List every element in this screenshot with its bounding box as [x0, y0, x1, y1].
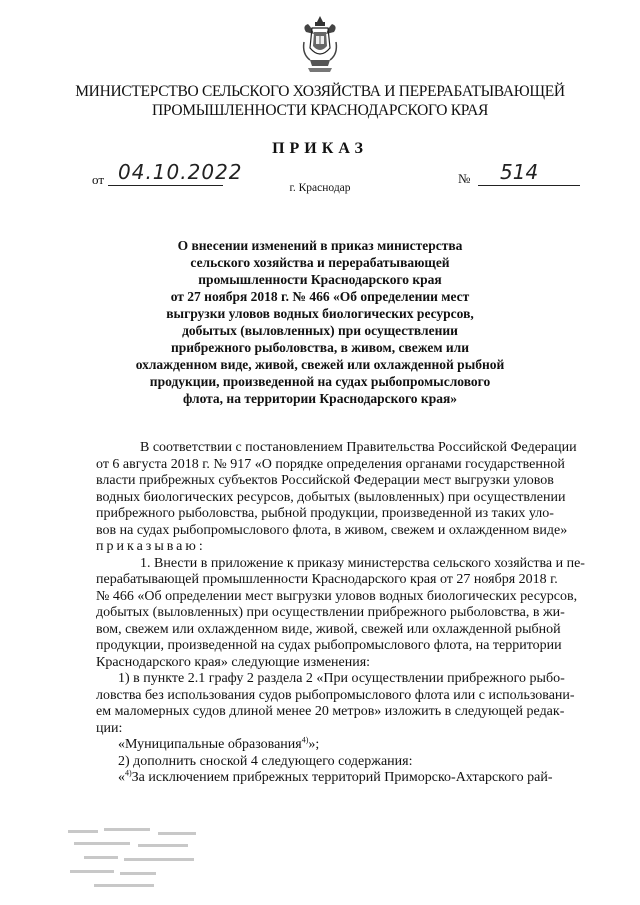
subject-line: выгрузки уловов водных биологических ресурсов,	[166, 306, 474, 321]
order-body	[96, 440, 596, 787]
subject-line: О внесении изменений в приказ министерства	[177, 238, 463, 253]
subject-line: сельского хозяйства и перерабатывающей	[190, 255, 450, 270]
preamble-line: от 6 августа 2018 г. № 917 «О порядке определения органами государственной	[96, 456, 565, 472]
subject-line: прибрежного рыболовства, в живом, свежем или	[170, 340, 470, 355]
item1-line: Краснодарского края» следующие изменения:	[96, 654, 371, 670]
footnote-line	[96, 770, 596, 787]
krasnodar-coat-of-arms-icon	[300, 14, 340, 74]
decree-word: приказываю:	[96, 539, 206, 554]
ministry-line: МИНИСТЕРСТВО СЕЛЬСКОГО ХОЗЯЙСТВА И ПЕРЕРАБАТЫВАЮЩЕЙ	[75, 83, 565, 100]
item1-line: 1. Внести в приложение к приказу министерства сельского хозяйства и пе-	[140, 555, 585, 571]
sub1-line: 1) в пункте 2.1 графу 2 раздела 2 «При осуществлении прибрежного рыбо-	[118, 671, 565, 686]
footnote-text: За исключением прибрежных территорий Приморско-Ахтарского рай-	[131, 770, 553, 785]
date-prefix: от	[92, 172, 105, 187]
order-title: ПРИКАЗ	[272, 140, 368, 157]
quote-end: »;	[308, 737, 320, 752]
footnote-superscript: 4)	[125, 768, 132, 778]
subject-line: промышленности Краснодарского края	[198, 272, 442, 287]
sub1-line: ции:	[96, 720, 123, 736]
order-date: 04.10.2022	[118, 160, 243, 184]
sub2-line: 2) дополнить сноской 4 следующего содержания:	[118, 753, 413, 769]
number-label: №	[458, 171, 471, 186]
faint-stamp-icon	[64, 820, 224, 900]
preamble-line: водных биологических ресурсов, добытых (выловленных) при осуществлении	[96, 489, 566, 505]
subject-line: добытых (выловленных) при осуществлении	[182, 323, 458, 338]
item1-line: вом, свежем или охлажденном виде, живой, свежей или охлажденной рыбной	[96, 621, 561, 637]
ministry-name	[40, 82, 600, 120]
quote-line	[96, 737, 596, 754]
sub1-line: ловства без использования судов рыбопромыслового флота или с использовани-	[96, 687, 575, 703]
quote-text: «Муниципальные образования	[118, 737, 302, 752]
item1-line: продукции, произведенной на судах рыбопромыслового флота, на территории	[96, 638, 562, 653]
footnote-open: «	[118, 770, 125, 785]
item1-line: № 466 «Об определении мест выгрузки уловов водных биологических ресурсов,	[96, 588, 578, 604]
ministry-line: ПРОМЫШЛЕННОСТИ КРАСНОДАРСКОГО КРАЯ	[151, 102, 489, 119]
subject-line: флота, на территории Краснодарского края»	[182, 391, 458, 406]
order-subject	[120, 237, 520, 407]
item1-line: перабатывающей промышленности Краснодарского края от 27 ноября 2018 г.	[96, 572, 558, 587]
preamble-line: В соответствии с постановлением Правительства Российской Федерации	[140, 440, 577, 455]
order-number: 514	[500, 160, 539, 184]
subject-line: от 27 ноября 2018 г. № 466 «Об определении мест	[170, 289, 470, 304]
subject-line: продукции, произведенной на судах рыбопромыслового	[149, 374, 491, 389]
city: г. Краснодар	[289, 182, 351, 194]
preamble-line: вов на судах рыбопромыслового флота, в живом, свежем и охлажденном виде»	[96, 522, 568, 538]
quote-superscript: 4)	[301, 735, 309, 745]
preamble-line: прибрежного рыболовства, рыбной продукции, произведенной из таких уло-	[96, 506, 554, 521]
sub1-line: ем маломерных судов длиной менее 20 метров» изложить в следующей редак-	[96, 704, 565, 719]
item1-line: добытых (выловленных) при осуществлении прибрежного рыболовства, в жи-	[96, 605, 565, 620]
preamble-line: власти прибрежных субъектов Российской Федерации мест выгрузки уловов	[96, 473, 554, 488]
subject-line: охлажденном виде, живой, свежей или охлажденной рыбной	[135, 357, 505, 372]
